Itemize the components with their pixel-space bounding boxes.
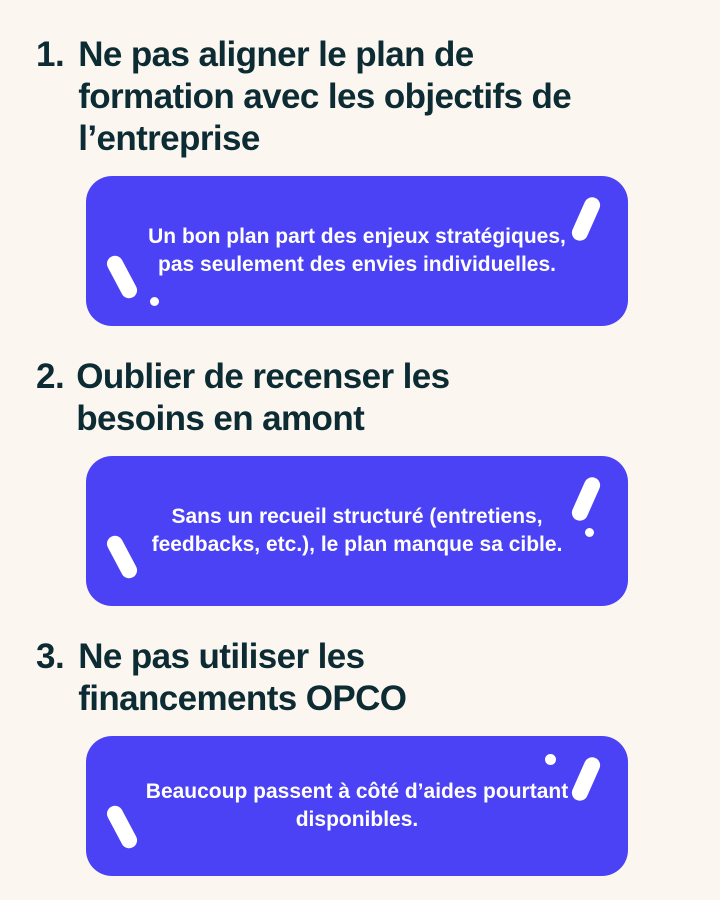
item-number: 3. [36,637,65,676]
item-callout-bubble [86,456,628,606]
item-heading: Oublier de recenser les besoins en amont [76,357,450,438]
shine-arc-icon [104,803,140,851]
item-callout-bubble [86,176,628,326]
heading-row [36,636,690,720]
heading-row [36,34,690,160]
shine-dot-icon [150,297,159,306]
list-item [36,356,690,606]
item-callout-bubble [86,736,628,876]
item-callout-text: Un bon plan part des enjeux stratégiques, pas seulement des envies individuelles. [148,225,566,276]
item-callout-text: Beaucoup passent à côté d’aides pourtant disponibles. [145,780,569,831]
shine-arc-icon [104,253,140,301]
shine-arc-icon [569,475,602,524]
item-number: 1. [36,35,65,74]
item-heading: Ne pas utiliser les financements OPCO [78,637,407,718]
list-item [36,34,690,326]
list-item [36,636,690,876]
item-heading: Ne pas aligner le plan de formation avec les objectifs de l’entreprise [78,35,572,158]
heading-row [36,356,690,440]
shine-dot-icon [585,528,594,537]
shine-arc-icon [104,533,140,581]
shine-dot-icon [545,754,556,765]
shine-arc-icon [569,755,602,804]
shine-arc-icon [569,195,602,244]
item-number: 2. [36,357,65,396]
item-callout-text: Sans un recueil structuré (entretiens, feedbacks, etc.), le plan manque sa cible. [151,505,563,556]
